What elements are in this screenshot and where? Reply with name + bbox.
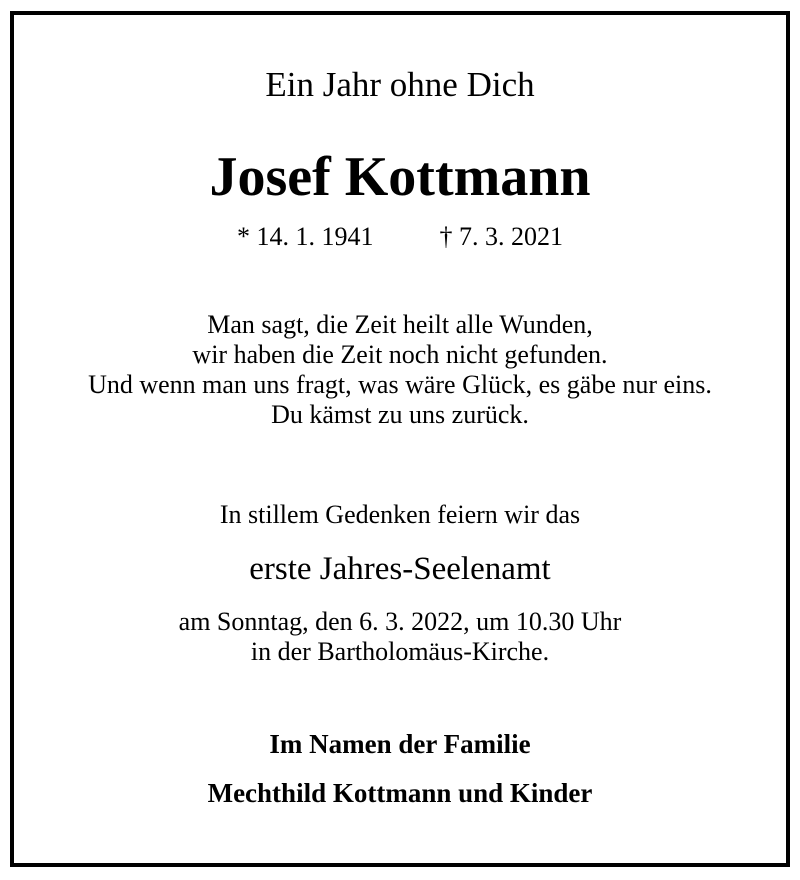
memorial-poem xyxy=(14,310,786,430)
poem-line: Man sagt, die Zeit heilt alle Wunden, xyxy=(207,310,593,339)
poem-line: wir haben die Zeit noch nicht gefunden. xyxy=(192,340,608,369)
poem-line: Und wenn man uns fragt, was wäre Glück, es gäbe nur eins. xyxy=(88,370,712,399)
life-dates xyxy=(14,220,786,254)
deceased-name: Josef Kottmann xyxy=(209,146,591,208)
event-location: in der Bartholomäus-Kirche. xyxy=(250,637,550,666)
event-title: erste Jahres-Seelenamt xyxy=(249,551,551,587)
memory-line: In stillem Gedenken feiern wir das xyxy=(219,500,581,529)
signature-line: Mechthild Kottmann und Kinder xyxy=(207,778,593,808)
birth-date: * 14. 1. 1941 xyxy=(237,222,374,251)
event-date-time: am Sonntag, den 6. 3. 2022, um 10.30 Uhr xyxy=(178,607,622,636)
poem-line: Du kämst zu uns zurück. xyxy=(271,400,529,429)
intro-heading: Ein Jahr ohne Dich xyxy=(265,65,535,104)
obituary-notice xyxy=(10,11,790,867)
event-details xyxy=(14,607,786,667)
family-line: Im Namen der Familie xyxy=(269,729,531,759)
death-date: † 7. 3. 2021 xyxy=(439,222,563,251)
